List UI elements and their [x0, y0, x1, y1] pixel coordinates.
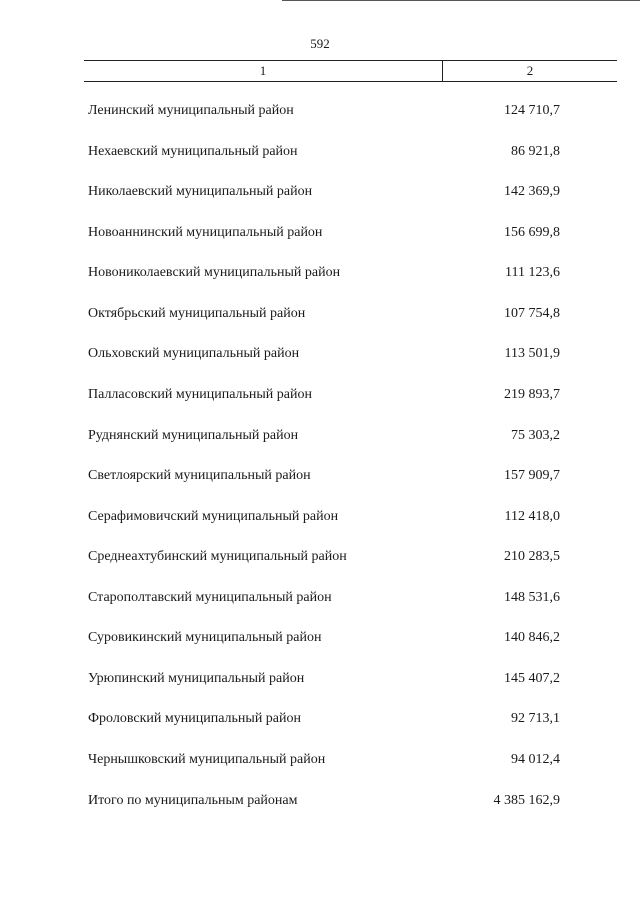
table-row: [0, 547, 640, 567]
district-name: Фроловский муниципальный район: [88, 711, 302, 726]
district-amount: 148 531,6: [504, 590, 560, 605]
table-row: [0, 628, 640, 648]
table-row: [0, 507, 640, 527]
column-header-2: 2: [526, 63, 534, 78]
district-name: Старополтавский муниципальный район: [88, 590, 332, 605]
district-amount: 219 893,7: [504, 387, 560, 402]
table-row: [0, 223, 640, 243]
district-name: Новониколаевский муниципальный район: [88, 265, 341, 280]
district-name: Новоаннинский муниципальный район: [88, 225, 323, 240]
table-row: [0, 304, 640, 324]
district-name: Суровикинский муниципальный район: [88, 630, 322, 645]
district-amount: 156 699,8: [504, 225, 560, 240]
district-amount: 86 921,8: [511, 144, 560, 159]
table-row: [0, 709, 640, 729]
district-amount: 140 846,2: [504, 630, 560, 645]
table-row: [0, 466, 640, 486]
district-amount: 145 407,2: [504, 671, 560, 686]
district-amount: 94 012,4: [511, 752, 560, 767]
total-label: Итого по муниципальным районам: [88, 793, 298, 808]
table-row: [0, 669, 640, 689]
table-row: [0, 142, 640, 162]
district-amount: 157 909,7: [504, 468, 560, 483]
district-name: Чернышковский муниципальный район: [88, 752, 326, 767]
district-name: Ленинский муниципальный район: [88, 103, 294, 118]
district-amount: 92 713,1: [511, 711, 560, 726]
district-name: Руднянский муниципальный район: [88, 428, 299, 443]
district-amount: 112 418,0: [504, 509, 560, 524]
district-amount: 210 283,5: [504, 549, 560, 564]
district-name: Нехаевский муниципальный район: [88, 144, 298, 159]
table-row: [0, 385, 640, 405]
column-header-1: 1: [259, 63, 267, 78]
table-row: [0, 101, 640, 121]
total-amount: 4 385 162,9: [493, 793, 560, 808]
district-amount: 124 710,7: [504, 103, 560, 118]
table-row: [0, 426, 640, 446]
district-name: Серафимовичский муниципальный район: [88, 509, 339, 524]
page-number: 592: [310, 36, 330, 51]
district-amount: 111 123,6: [505, 265, 560, 280]
district-amount: 107 754,8: [504, 306, 560, 321]
district-name: Урюпинский муниципальный район: [88, 671, 305, 686]
district-amount: 142 369,9: [504, 184, 560, 199]
district-name: Палласовский муниципальный район: [88, 387, 312, 402]
table-row: [0, 750, 640, 770]
table-row: [0, 588, 640, 608]
district-name: Октябрьский муниципальный район: [88, 306, 306, 321]
district-name: Светлоярский муниципальный район: [88, 468, 311, 483]
table-row: [0, 182, 640, 202]
district-name: Ольховский муниципальный район: [88, 346, 300, 361]
district-amount: 75 303,2: [511, 428, 560, 443]
table-row: [0, 263, 640, 283]
district-name: Николаевский муниципальный район: [88, 184, 313, 199]
district-name: Среднеахтубинский муниципальный район: [88, 549, 347, 564]
district-amount: 113 501,9: [504, 346, 560, 361]
table-row: [0, 344, 640, 364]
total-row: [0, 791, 640, 811]
